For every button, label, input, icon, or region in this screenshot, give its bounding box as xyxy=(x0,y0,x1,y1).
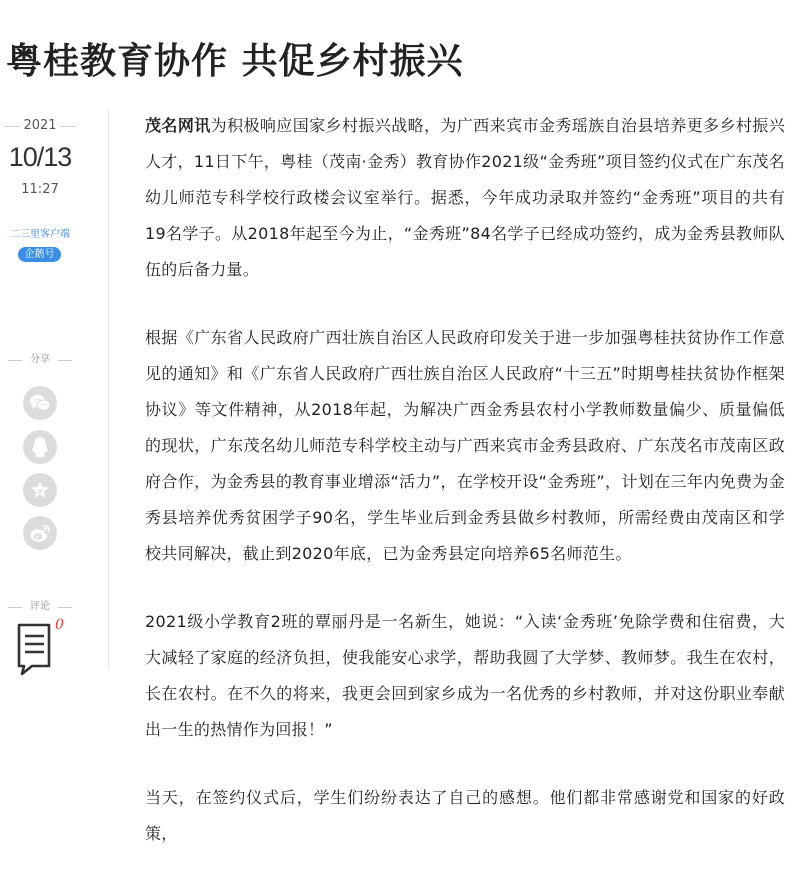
qq-icon xyxy=(31,436,49,458)
publish-date: 10/13 xyxy=(8,142,72,172)
share-weibo-button[interactable] xyxy=(23,516,57,550)
paragraph-text: 根据《广东省人民政府广西壮族自治区人民政府印发关于进一步加强粤桂扶贫协作工作意见的通知》和《广东省人民政府广西壮族自治区人民政府“十三五”时期粤桂扶贫协作框架协议》等文件精神，从2018年起，为解决广西金秀县农村小学教师数量偏少、质量偏低的现状，广东茂名幼儿师范专科学校主动与广西来宾市金秀县政府、广东茂名市茂南区政府合作，为金秀县的教育事业增添“活力”，在学校开设“金秀班”，计划在三年内免费为金秀县培养优秀贫困学子90名，学生毕业后到金秀县做乡村教师，所需经费由茂南区和学校共同解决，截止到2020年底，已为金秀县定向培养65名师范生。 xyxy=(145,328,785,563)
comment-count: 0 xyxy=(55,617,64,633)
qzone-star-icon xyxy=(30,480,50,500)
weibo-icon xyxy=(29,523,51,543)
share-label: 分享 xyxy=(0,354,80,366)
article-sidebar xyxy=(0,110,109,670)
paragraph xyxy=(145,780,785,852)
article-title: 粤桂教育协作 共促乡村振兴 xyxy=(6,41,464,82)
comment-button[interactable] xyxy=(16,617,68,680)
paragraph xyxy=(145,604,785,748)
publish-year: 2021 xyxy=(0,118,80,134)
comment-label: 评论 xyxy=(0,601,80,613)
paragraph xyxy=(145,320,785,572)
share-qq-button[interactable] xyxy=(23,430,57,464)
share-wechat-button[interactable] xyxy=(23,386,57,420)
publish-time: 11:27 xyxy=(21,182,59,197)
article-body xyxy=(145,108,785,884)
source-lead: 茂名网讯 xyxy=(145,116,211,135)
paragraph-text: 为积极响应国家乡村振兴战略，为广西来宾市金秀瑶族自治县培养更多乡村振兴人才，11日下午，粤桂（茂南·金秀）教育协作2021级“金秀班”项目签约仪式在广东茂名幼儿师范专科学校行政楼会议室举行。据悉，今年成功录取并签约“金秀班”项目的共有19名学子。从2018年起至今为止，“金秀班”84名学子已经成功签约，成为金秀县教师队伍的后备力量。 xyxy=(145,116,785,279)
paragraph-text: 当天，在签约仪式后，学生们纷纷表达了自己的感想。他们都非常感谢党和国家的好政策， xyxy=(145,788,785,843)
author-badge[interactable]: 企鹅号 xyxy=(18,247,61,262)
paragraph xyxy=(145,108,785,288)
author-link[interactable]: 二三里客户端 xyxy=(10,229,70,240)
share-qzone-button[interactable] xyxy=(23,473,57,507)
paragraph-text: 2021级小学教育2班的覃丽丹是一名新生，她说：“入读‘金秀班’免除学费和住宿费，大大减轻了家庭的经济负担，使我能安心求学，帮助我圆了大学梦、教师梦。我生在农村，长在农村。在不久的将来，我更会回到家乡成为一名优秀的乡村教师，并对这份职业奉献出一生的热情作为回报！” xyxy=(145,612,785,739)
wechat-icon xyxy=(29,393,51,413)
